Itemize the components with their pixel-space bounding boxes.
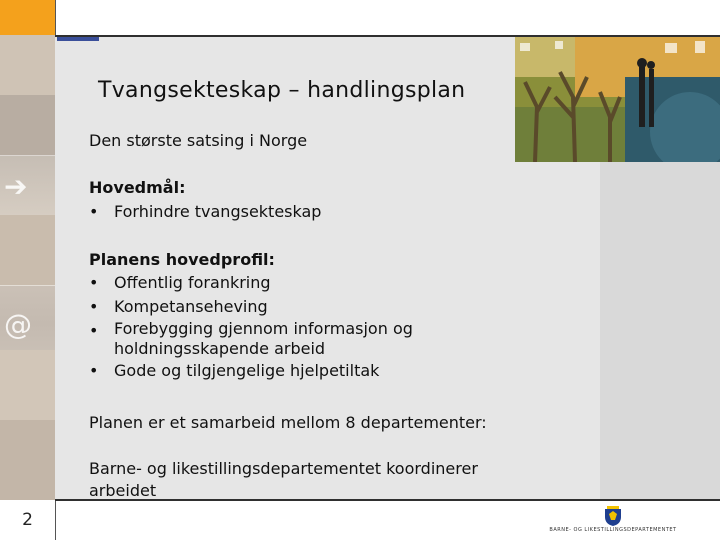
orange-accent-block xyxy=(0,0,55,35)
at-sign-icon: @ xyxy=(4,308,32,341)
cooperation-text: Planen er et samarbeid mellom 8 departementer: xyxy=(89,413,487,432)
list-item: • Offentlig forankring xyxy=(89,271,413,295)
left-photo-strip xyxy=(0,0,55,540)
photo-tile xyxy=(0,215,55,286)
intro-text: Den største satsing i Norge xyxy=(89,131,308,150)
slide-title: Tvangsekteskap – handlingsplan xyxy=(98,78,466,103)
ministry-logo xyxy=(548,505,678,535)
photo-tile xyxy=(0,420,55,501)
list-item: • Kompetanseheving xyxy=(89,295,413,319)
profile-heading: Planens hovedprofil: xyxy=(89,250,275,269)
logo-caption: BARNE- OG LIKESTILLINGSDEPARTEMENTET xyxy=(549,527,677,533)
photo-tile xyxy=(0,35,55,96)
main-goal-list xyxy=(89,200,321,224)
right-panel xyxy=(600,162,720,499)
slide-number: 2 xyxy=(0,500,55,540)
coordination-text-line2: arbeidet xyxy=(89,481,157,500)
norwegian-coat-of-arms-icon xyxy=(602,505,624,527)
coordination-text-line1: Barne- og likestillingsdepartementet koordinerer xyxy=(89,459,478,478)
photo-tile xyxy=(0,350,55,421)
photo-tile xyxy=(0,95,55,156)
list-item: • Forebygging gjennom informasjon og holdningsskapende arbeid xyxy=(89,319,413,359)
list-item: • Forhindre tvangsekteskap xyxy=(89,200,321,224)
blue-band xyxy=(57,37,99,41)
illustration-image xyxy=(515,37,720,162)
profile-list xyxy=(89,271,413,383)
arrow-icon: ➔ xyxy=(4,170,28,203)
main-goal-heading: Hovedmål: xyxy=(89,178,186,197)
list-item: • Gode og tilgjengelige hjelpetiltak xyxy=(89,359,413,383)
